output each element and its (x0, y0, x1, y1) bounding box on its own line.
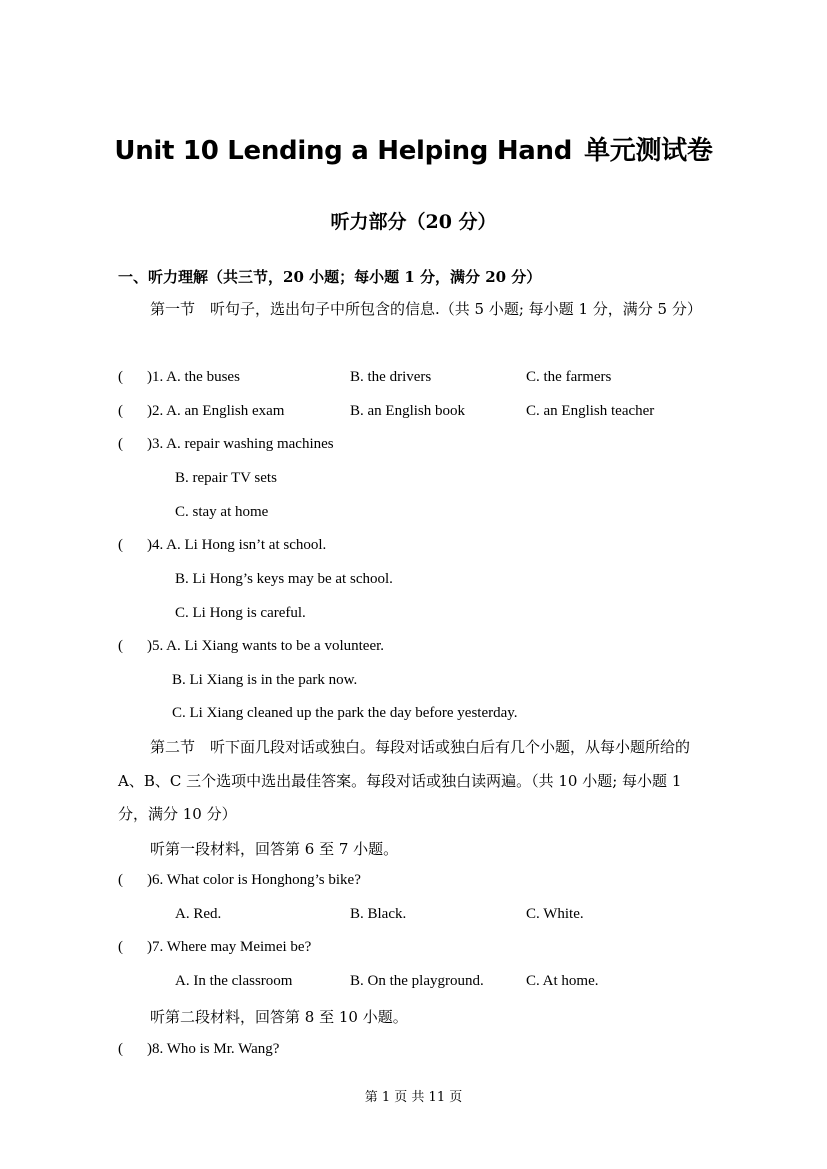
section-subtitle: 听力部分（20 分） (330, 211, 497, 233)
q1-option-a: )1. A. the buses (147, 369, 240, 385)
q6-option-c: C. White. (526, 906, 584, 922)
q5-option-a: )5. A. Li Xiang wants to be a volunteer. (147, 638, 385, 654)
q4-option-a: )4. A. Li Hong isn’t at school. (147, 537, 327, 553)
q5-option-c: C. Li Xiang cleaned up the park the day before yesterday. (172, 705, 518, 721)
q3-option-b: B. repair TV sets (175, 470, 277, 486)
q2-option-a: )2. A. an English exam (147, 403, 285, 419)
title-chinese: 单元测试卷 (584, 136, 713, 166)
q2-bracket: ( (118, 403, 123, 419)
q7-option-b: B. On the playground. (350, 973, 484, 989)
title-english: Unit 10 Lending a Helping Hand (114, 136, 573, 166)
q1-option-b: B. the drivers (350, 369, 432, 385)
q6-bracket: ( (118, 872, 123, 888)
q7-option-c: C. At home. (526, 973, 599, 989)
q1-option-c: C. the farmers (526, 369, 612, 385)
q3-option-c: C. stay at home (175, 504, 269, 520)
q6-option-a: A. Red. (175, 906, 222, 922)
q4-option-b: B. Li Hong’s keys may be at school. (175, 571, 393, 587)
q3-option-a: )3. A. repair washing machines (147, 436, 334, 452)
document-title (0, 130, 827, 167)
q6-option-b: B. Black. (350, 906, 407, 922)
q4-option-c: C. Li Hong is careful. (175, 605, 306, 621)
q7-stem: )7. Where may Meimei be? (147, 939, 312, 955)
section-heading: 一、听力理解（共三节，20 小题；每小题 1 分，满分 20 分） (118, 268, 542, 286)
q7-option-a: A. In the classroom (175, 973, 293, 989)
q3-bracket: ( (118, 436, 123, 452)
part2-intro: 第二节 听下面几段对话或独白。每段对话或独白后有几个小题，从每小题所给的 A、B、C 三个选项中选出最佳答案。每段对话或独白读两遍。（共 10 小题; 每小题 1 分，满分 10 分） (118, 738, 691, 823)
q7-bracket: ( (118, 939, 123, 955)
q2-option-c: C. an English teacher (526, 403, 655, 419)
q6-stem: )6. What color is Honghong’s bike? (147, 872, 361, 888)
q5-option-b: B. Li Xiang is in the park now. (172, 672, 358, 688)
q8-bracket: ( (118, 1041, 123, 1057)
q8-stem: )8. Who is Mr. Wang? (147, 1041, 280, 1057)
q5-bracket: ( (118, 638, 123, 654)
q1-bracket: ( (118, 369, 123, 385)
page-footer: 第 1 页 共 11 页 (364, 1090, 463, 1105)
part1-intro: 第一节 听句子，选出句子中所包含的信息.（共 5 小题; 每小题 1 分，满分 5 分） (150, 300, 702, 318)
q4-bracket: ( (118, 537, 123, 553)
material2-instruction: 听第二段材料，回答第 8 至 10 小题。 (150, 1008, 408, 1026)
q2-option-b: B. an English book (350, 403, 465, 419)
material1-instruction: 听第一段材料，回答第 6 至 7 小题。 (150, 840, 399, 858)
